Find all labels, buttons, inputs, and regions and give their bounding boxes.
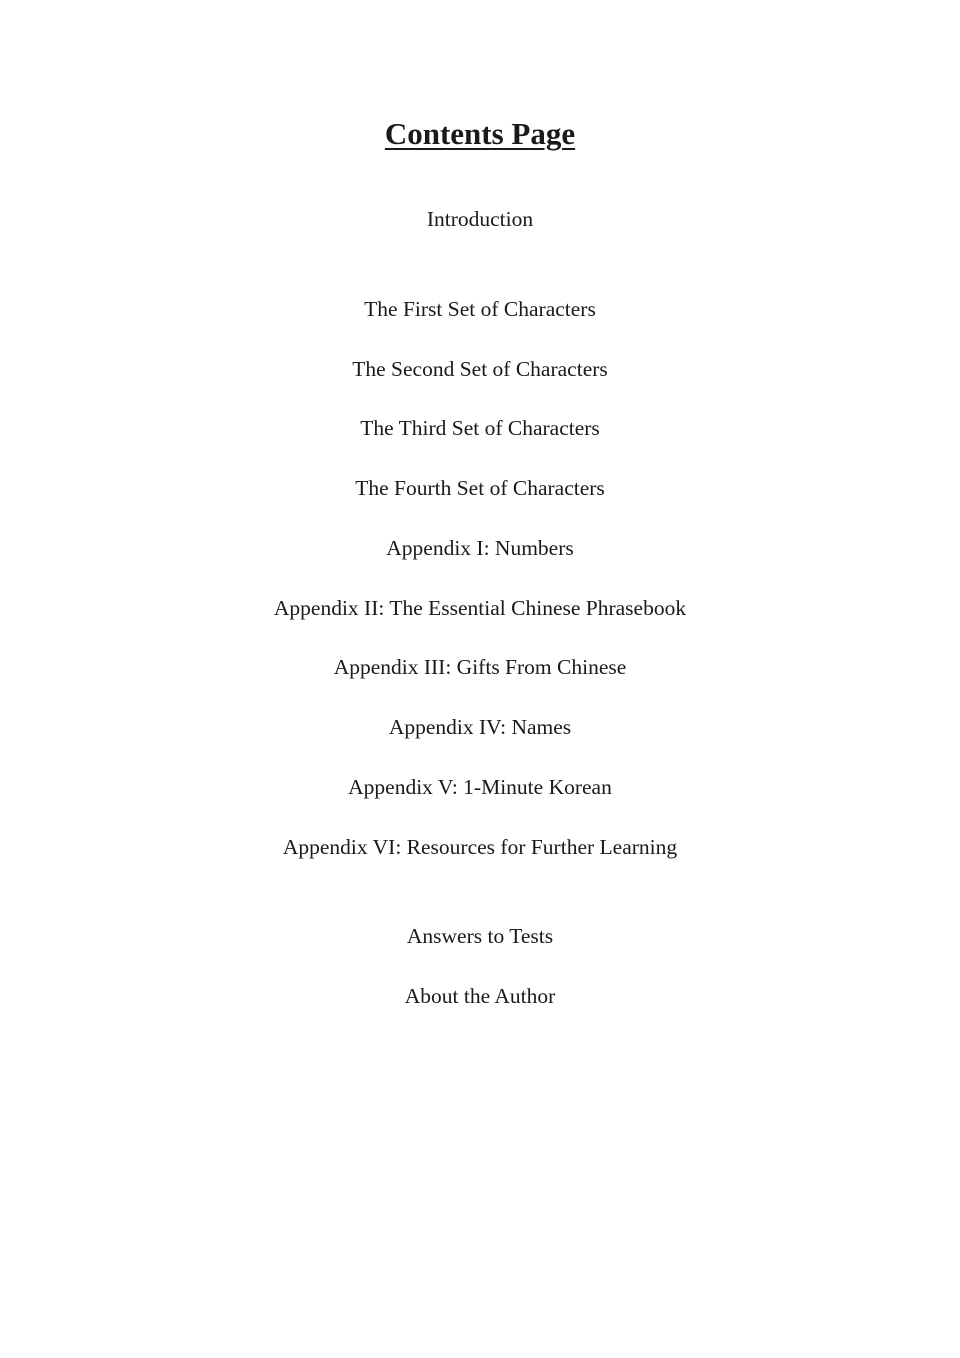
toc-entry-first-set: The First Set of Characters <box>364 297 596 321</box>
toc-entry-appendix-v: Appendix V: 1-Minute Korean <box>348 775 612 799</box>
toc-entry-appendix-ii: Appendix II: The Essential Chinese Phrasebook <box>273 596 687 620</box>
toc-entry-answers: Answers to Tests <box>406 924 554 948</box>
toc-entry-appendix-iii: Appendix III: Gifts From Chinese <box>333 655 627 679</box>
toc-entry-appendix-vi: Appendix VI: Resources for Further Learning <box>282 835 678 859</box>
toc-entry-appendix-i: Appendix I: Numbers <box>386 536 574 560</box>
toc-entry-second-set: The Second Set of Characters <box>352 357 608 381</box>
toc-entry-third-set: The Third Set of Characters <box>360 416 600 440</box>
toc-entry-appendix-iv: Appendix IV: Names <box>388 715 572 739</box>
toc-entry-about-author: About the Author <box>404 984 556 1008</box>
page-title: Contents Page <box>384 116 576 151</box>
toc-entry-introduction: Introduction <box>426 207 534 231</box>
toc-entry-fourth-set: The Fourth Set of Characters <box>355 476 605 500</box>
